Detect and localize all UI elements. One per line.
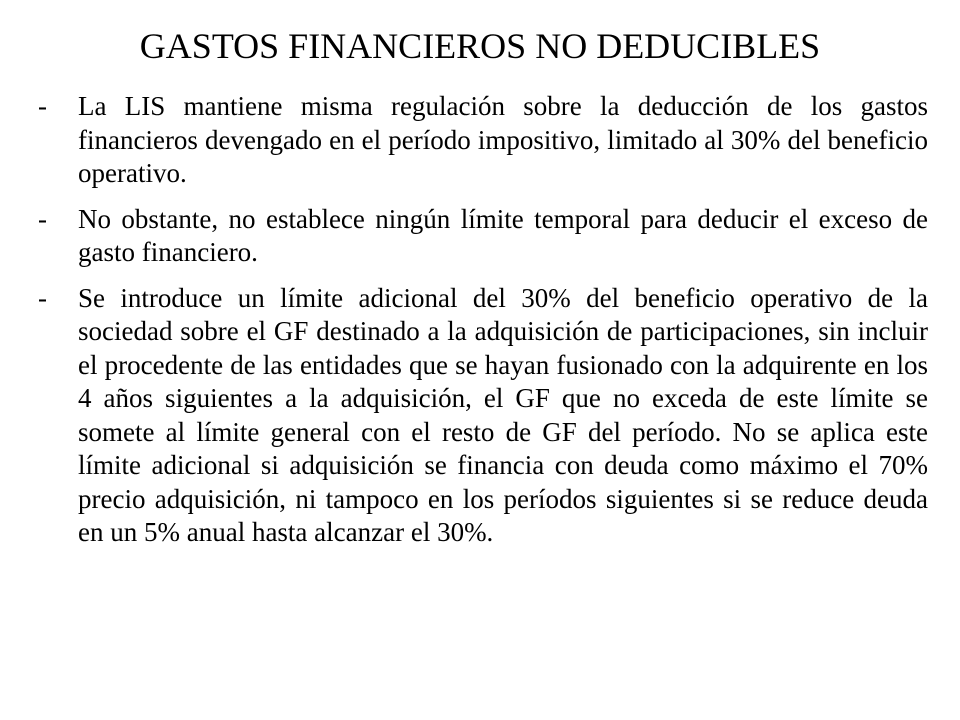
bullet-item: [38, 282, 928, 550]
bullet-list: [38, 90, 928, 562]
bullet-item: [38, 203, 928, 270]
bullet-text: La LIS mantiene misma regulación sobre la deducción de los gastos financieros devengado en el período impositivo, limitado al 30% del beneficio operativo.: [78, 91, 928, 188]
bullet-item: [38, 90, 928, 191]
bullet-marker: -: [38, 282, 47, 313]
bullet-marker: -: [38, 203, 47, 234]
slide-title: GASTOS FINANCIEROS NO DEDUCIBLES: [139, 26, 821, 66]
bullet-text: Se introduce un límite adicional del 30% del beneficio operativo de la sociedad sobre el GF destinado a la adquisición de participaciones, sin incluir el procedente de las entidades que se hayan fusionado con la adquirente en los 4 años siguientes a la adquisición, el GF que no exceda de este límite se somete al límite general con el resto de GF del período. No se aplica este límite adicional si adquisición se financia con deuda como máximo el 70% precio adquisición, ni tampoco en los períodos siguientes si se reduce deuda en un 5% anual hasta alcanzar el 30%.: [78, 282, 928, 547]
bullet-marker: -: [38, 91, 47, 121]
bullet-text: No obstante, no establece ningún límite temporal para deducir el exceso de gasto financiero.: [78, 203, 928, 267]
